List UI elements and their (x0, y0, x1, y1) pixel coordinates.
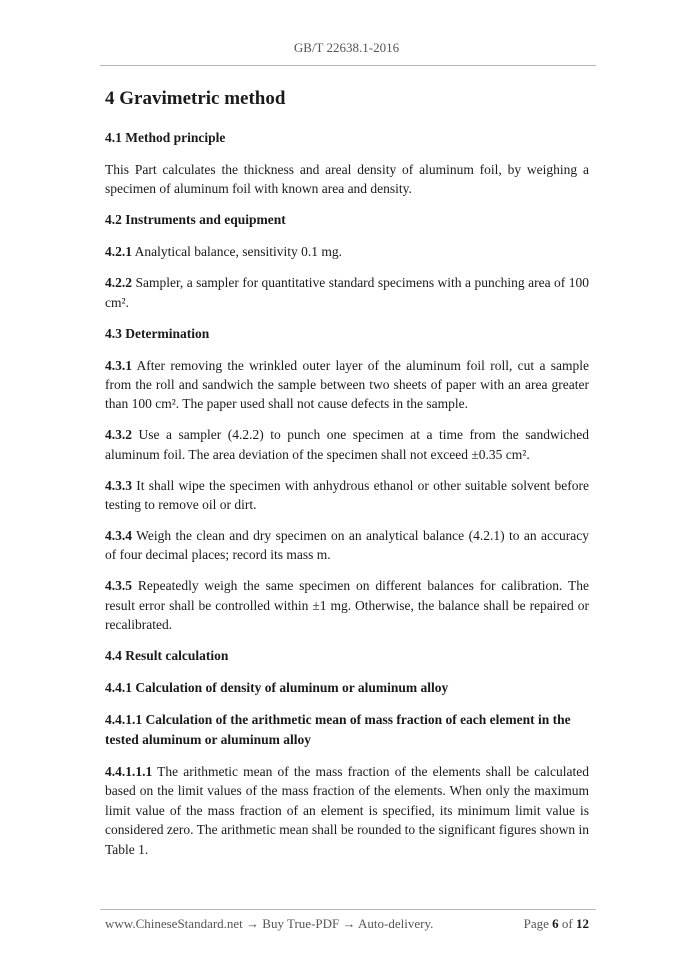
heading-4-4: 4.4 Result calculation (105, 647, 229, 663)
paragraph-4-1: This Part calculates the thickness and areal density of aluminum foil, by weighing a specimen of aluminum foil with known area and density. (105, 162, 589, 197)
clause-number: 4.3.4 (105, 527, 132, 543)
clause-text: After removing the wrinkled outer layer of the aluminum foil roll, cut a sample from the roll and sandwich the sample between two sheets of paper with an area greater than 100 cm². The paper used shall not cause defects in the sample. (105, 357, 589, 412)
paragraph-4-3-1 (105, 356, 589, 414)
clause-text: Weigh the clean and dry specimen on an analytical balance (4.2.1) to an accuracy of four decimal places; record its mass m. (105, 527, 589, 563)
clause-text: Use a sampler (4.2.2) to punch one specimen at a time from the sandwiched aluminum foil. The area deviation of the specimen shall not exceed ±0.35 cm². (105, 427, 589, 462)
clause-text: Repeatedly weigh the same specimen on different balances for calibration. The result error shall be controlled within ±1 mg. Otherwise, the balance shall be repaired or recalibrated. (105, 578, 589, 632)
heading-4-4-1-1: 4.4.1.1 Calculation of the arithmetic mean of mass fraction of each element in the tested aluminum or aluminum alloy (105, 711, 571, 747)
clause-number: 4.4.1.1.1 (105, 763, 153, 779)
footer-link[interactable]: www.ChineseStandard.net → Buy True-PDF → Auto-delivery. (105, 916, 434, 931)
paragraph-4-4-1-1-1 (105, 762, 589, 859)
heading-4-4-1: 4.4.1 Calculation of density of aluminum or aluminum alloy (105, 679, 449, 695)
of-label: of (558, 916, 576, 931)
page-total: 12 (576, 916, 589, 931)
header-divider (100, 65, 596, 66)
page-footer (105, 916, 589, 932)
clause-number: 4.3.3 (105, 477, 132, 493)
footer-divider (100, 909, 596, 910)
heading-4-2: 4.2 Instruments and equipment (105, 212, 286, 228)
page-content (105, 86, 589, 870)
page-label: Page (523, 916, 553, 931)
heading-4-1: 4.1 Method principle (105, 130, 226, 145)
paragraph-4-3-3 (105, 476, 589, 515)
clause-number: 4.3.2 (105, 427, 132, 443)
section-title: 4 Gravimetric method (105, 88, 286, 109)
clause-number: 4.2.2 (105, 275, 132, 291)
page-number: 6 (552, 916, 559, 931)
paragraph-4-2-1 (105, 242, 589, 261)
clause-text: Sampler, a sampler for quantitative standard specimens with a punching area of 100 cm². (105, 275, 589, 310)
clause-text: The arithmetic mean of the mass fraction of the elements shall be calculated based on the limit values of the mass fraction of the elements. When only the maximum limit value of the mass fraction of an element is specified, its minimum limit value is considered zero. The arithmetic mean shall be rounded to the significant figures shown in Table 1. (105, 763, 589, 857)
clause-text: Analytical balance, sensitivity 0.1 mg. (132, 244, 342, 260)
paragraph-4-3-5 (105, 576, 589, 634)
page-header: GB/T 22638.1-2016 (293, 40, 400, 55)
paragraph-4-3-4 (105, 526, 589, 565)
page-indicator (524, 916, 589, 932)
paragraph-4-2-2 (105, 273, 589, 312)
clause-number: 4.2.1 (105, 244, 132, 260)
clause-text: It shall wipe the specimen with anhydrous ethanol or other suitable solvent before testing to remove oil or dirt. (105, 477, 589, 512)
heading-4-3: 4.3 Determination (105, 325, 210, 341)
clause-number: 4.3.5 (105, 578, 132, 594)
clause-number: 4.3.1 (105, 357, 132, 373)
paragraph-4-3-2 (105, 425, 589, 464)
